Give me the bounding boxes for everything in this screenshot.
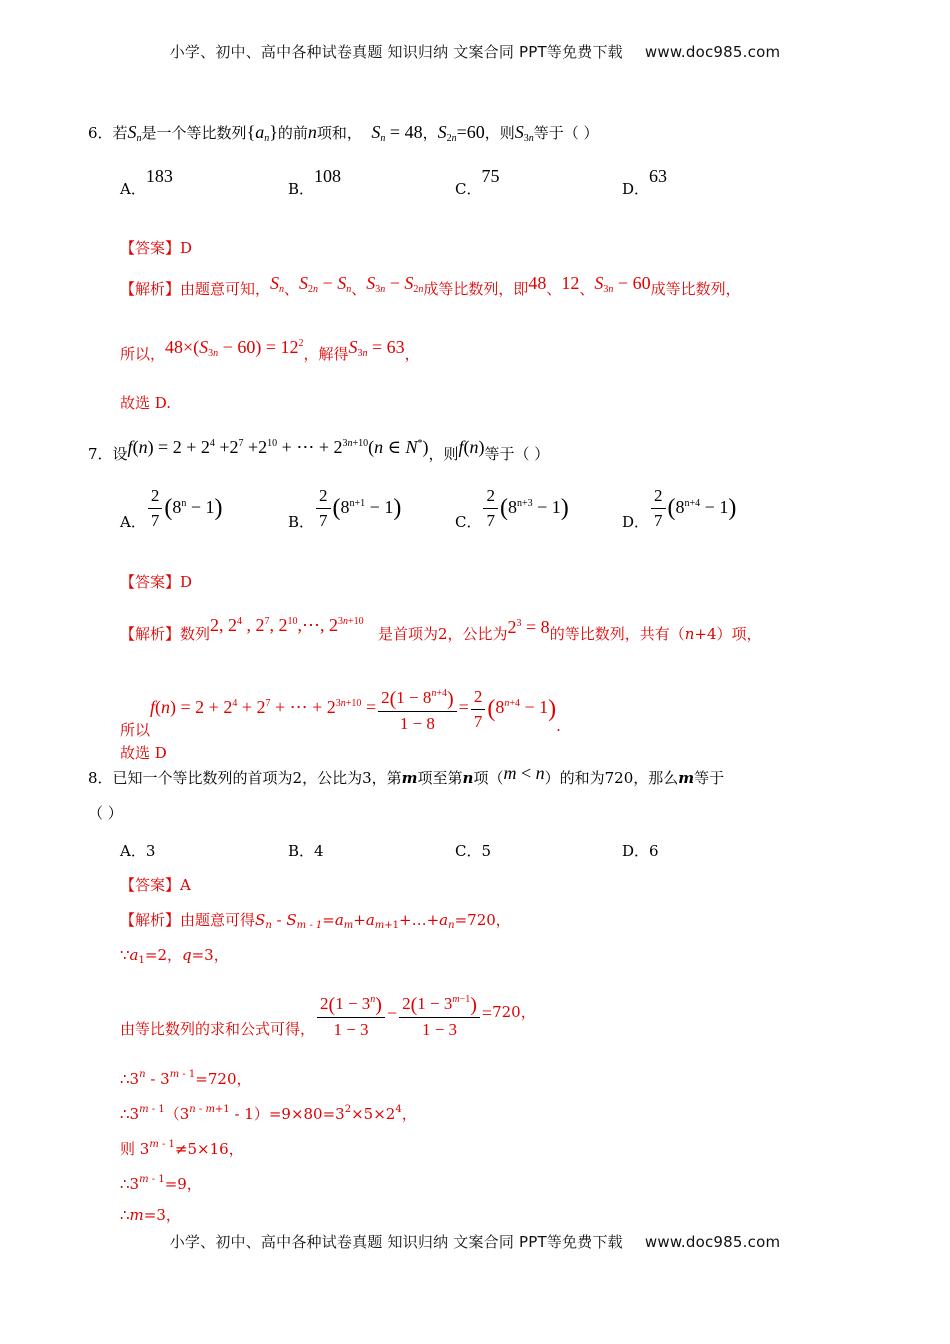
analysis-text: 所以， bbox=[120, 345, 166, 363]
analysis-text: ≠5×16， bbox=[174, 1140, 244, 1158]
analysis-text: ， bbox=[404, 345, 420, 363]
q6-option-c[interactable] bbox=[455, 166, 500, 199]
option-label: C． bbox=[455, 512, 482, 531]
footer-text: 小学、初中、高中各种试卷真题 知识归纳 文案合同 PPT等免费下载 bbox=[169, 1233, 623, 1251]
analysis-text: 、 bbox=[579, 280, 595, 298]
option-label: D． bbox=[622, 842, 650, 860]
option-label: A． bbox=[120, 842, 146, 860]
q8-step-4: $\therefore 3^{m - 1}=9$， bbox=[120, 1174, 202, 1193]
q8-var: m bbox=[678, 769, 695, 787]
option-value: 183 bbox=[145, 166, 173, 186]
q8-var: n bbox=[462, 769, 474, 787]
analysis-text: 则 bbox=[120, 1140, 140, 1158]
analysis-text: 数列 bbox=[180, 625, 211, 643]
analysis-text: =9， bbox=[164, 1175, 202, 1193]
option-value: 75 bbox=[481, 166, 500, 186]
q7-option-a[interactable]: A． $\frac{2}{7}$ $(8^n - 1)$ bbox=[120, 486, 223, 531]
q6-text: 的前 bbox=[277, 124, 308, 142]
answer-value: A bbox=[180, 876, 191, 894]
analysis-label: 【解析】 bbox=[120, 625, 181, 643]
q6-option-d[interactable] bbox=[622, 166, 668, 199]
q6-text: 等于（ ） bbox=[533, 124, 599, 142]
q6-text: ， bbox=[422, 124, 438, 142]
q8-paren: （ ） bbox=[88, 804, 123, 822]
q6-number: 6．若 bbox=[88, 124, 128, 142]
option-label: B． bbox=[288, 512, 315, 531]
analysis-text: 由题意可得 bbox=[180, 911, 256, 929]
analysis-label: 【解析】 bbox=[120, 280, 181, 298]
q7-option-d[interactable]: D． $\frac{2}{7}$ $(8^{n+4} - 1)$ bbox=[622, 486, 737, 531]
question-8: 8．已知一个等比数列的首项为2，公比为3，第m项至第n项（m < n）的和为720，那么m等于 bbox=[88, 763, 725, 787]
analysis-text: 、 bbox=[284, 280, 300, 298]
analysis-text: ∵ bbox=[120, 946, 130, 964]
q8-answer bbox=[120, 875, 191, 895]
header-text: 小学、初中、高中各种试卷真题 知识归纳 文案合同 PPT等免费下载 bbox=[169, 43, 623, 61]
q7-text: 等于（ ） bbox=[484, 445, 550, 463]
analysis-text: n bbox=[684, 625, 695, 643]
analysis-text: +4）项， bbox=[694, 625, 762, 643]
answer-label: 【答案】 bbox=[120, 239, 181, 257]
option-value: 4 bbox=[314, 842, 324, 860]
analysis-text: 720， bbox=[492, 1003, 536, 1022]
analysis-text: =720， bbox=[195, 1070, 252, 1088]
q6-text: 项和， bbox=[316, 124, 362, 142]
option-exponent: n+4 bbox=[684, 497, 701, 509]
answer-label: 【答案】 bbox=[120, 876, 181, 894]
option-value: 3 bbox=[145, 842, 156, 860]
option-label: D． bbox=[622, 512, 650, 531]
option-value: 6 bbox=[649, 842, 659, 860]
q6-option-b[interactable] bbox=[288, 166, 342, 199]
q7-option-b[interactable]: B． $\frac{2}{7}$ $(8^{n+1} - 1)$ bbox=[288, 486, 402, 531]
option-label: C． bbox=[455, 180, 482, 198]
question-6: 6．若$S_n$是一个等比数列$\{a_n\}$的前n项和， $S_n = 48$，$S_{2n}=60$，则$S_{3n}$等于（ ） bbox=[88, 122, 599, 144]
question-7: 7．设$f(n) = 2 + 2^4 +2^7 +2^{10}$ + ⋯ + $2^{3n+10}(n$ ∈ N*)，则f(n)等于（ ） bbox=[88, 437, 550, 463]
q7-analysis: 【解析】数列2, $2^4$ , $2^7$, $2^{10},\cdots$, $2^{3n+10}$ 是首项为2，公比为$2^3 = 8$的等比数列，共有（n+4）项， bbox=[120, 615, 762, 643]
q7-analysis-2: 所以$f(n) = 2 + 2^4 + 2^7$ + ⋯ + $2^{3n+10}$ = $\frac{2(1 - 8^{n+4})}{1 - 8}$ = $\frac{2}{7}$ $(8^{n+4} - 1)$. bbox=[120, 664, 561, 714]
q7-conclusion: 故选 D bbox=[120, 744, 167, 762]
option-label: D． bbox=[622, 180, 650, 198]
q8-text: 等于 bbox=[694, 769, 725, 787]
q8-sum-formula: 由等比数列的求和公式可得， $\frac{2(1 - 3^n)}{1 - 3}$ − $\frac{2(1 - 3^{m-1})}{1 - 3}$ =720， bbox=[120, 990, 536, 1040]
q6-answer bbox=[120, 238, 192, 258]
footer-url: www.doc985.com bbox=[644, 1233, 781, 1251]
q6-conclusion: 故选 D. bbox=[120, 394, 172, 412]
analysis-text: =9×80= bbox=[268, 1105, 336, 1123]
analysis-text: 的等比数列，共有（ bbox=[549, 625, 685, 643]
q6-analysis-2: 所以，$48\times(S_{3n} - 60) = 12^2$，解得$S_{3n} = 63$， bbox=[120, 337, 420, 363]
option-value: 108 bbox=[314, 166, 342, 186]
q8-step-5: ∴m=3， bbox=[120, 1206, 181, 1224]
option-value: 5 bbox=[481, 842, 492, 860]
q8-text: ）的和为720，那么 bbox=[544, 769, 679, 787]
option-label: A． bbox=[120, 180, 146, 198]
q8-option-d[interactable] bbox=[622, 840, 659, 861]
q8-text: 8．已知一个等比数列的首项为2，公比为3，第 bbox=[88, 769, 402, 787]
analysis-text: 、 bbox=[351, 280, 367, 298]
q8-step-3: 则 $3^{m - 1}\ne 5\times 16$， bbox=[120, 1139, 244, 1158]
header-url: www.doc985.com bbox=[644, 43, 781, 61]
answer-label: 【答案】 bbox=[120, 573, 181, 591]
q7-answer bbox=[120, 572, 192, 592]
page-footer bbox=[0, 1231, 950, 1252]
analysis-text: 成等比数列，即 bbox=[423, 280, 529, 298]
analysis-text: 、 bbox=[546, 280, 562, 298]
answer-value: D bbox=[180, 239, 193, 257]
analysis-text: 成等比数列， bbox=[650, 280, 741, 298]
q6-analysis: 【解析】由题意可知，$S_n$、$S_{2n} - S_n$、$S_{3n} - S_{2n}$成等比数列，即48、12、$S_{3n} - 60$成等比数列， bbox=[120, 273, 741, 298]
analysis-text: . bbox=[556, 717, 561, 736]
option-label: C． bbox=[455, 842, 482, 860]
q6-option-a[interactable] bbox=[120, 166, 173, 199]
option-value: 63 bbox=[649, 166, 668, 186]
q8-given: $\because a_1=2$，q=3， bbox=[120, 946, 229, 966]
analysis-text: 由题意可知， bbox=[180, 280, 271, 298]
option-exponent: n bbox=[181, 497, 187, 509]
analysis-text: 是首项为2，公比为 bbox=[377, 625, 508, 643]
option-exponent: n+1 bbox=[349, 497, 366, 509]
q8-option-a[interactable] bbox=[120, 840, 155, 861]
q8-analysis: 【解析】由题意可得$S_n$ - $S_{m - 1}=a_m+a_{m+1}+\dots+a_n=720$， bbox=[120, 911, 511, 931]
analysis-text: =3， bbox=[143, 1206, 181, 1224]
q7-number: 7．设 bbox=[88, 445, 128, 463]
q8-option-b[interactable] bbox=[288, 840, 324, 861]
answer-value: D bbox=[180, 573, 193, 591]
analysis-text: 所以 bbox=[120, 721, 151, 740]
q6-text: ，则 bbox=[484, 124, 515, 142]
q7-text: ，则 bbox=[428, 445, 459, 463]
option-label: B． bbox=[288, 180, 315, 198]
analysis-text: 由等比数列的求和公式可得， bbox=[120, 1020, 316, 1039]
option-label: A． bbox=[120, 512, 146, 531]
option-label: B． bbox=[288, 842, 315, 860]
option-exponent: n+3 bbox=[516, 497, 533, 509]
q8-step-2: $\therefore 3^{m - 1}(3^{n - m+1} - 1)=9\times 80=3^2\times 5\times 2^4$， bbox=[120, 1104, 417, 1123]
q8-text: 项至第 bbox=[417, 769, 463, 787]
analysis-text: ，解得 bbox=[303, 345, 349, 363]
q7-option-c[interactable]: C． $\frac{2}{7}$ $(8^{n+3} - 1)$ bbox=[455, 486, 569, 531]
q8-option-c[interactable] bbox=[455, 840, 491, 861]
q6-text: 是一个等比数列 bbox=[141, 124, 247, 142]
page-header bbox=[0, 41, 950, 62]
q8-step-1: ∴3$^n$ - $3^{m - 1}=720$， bbox=[120, 1069, 252, 1088]
analysis-label: 【解析】 bbox=[120, 911, 181, 929]
q8-var: m bbox=[401, 769, 418, 787]
q8-text: 项（ bbox=[473, 769, 504, 787]
